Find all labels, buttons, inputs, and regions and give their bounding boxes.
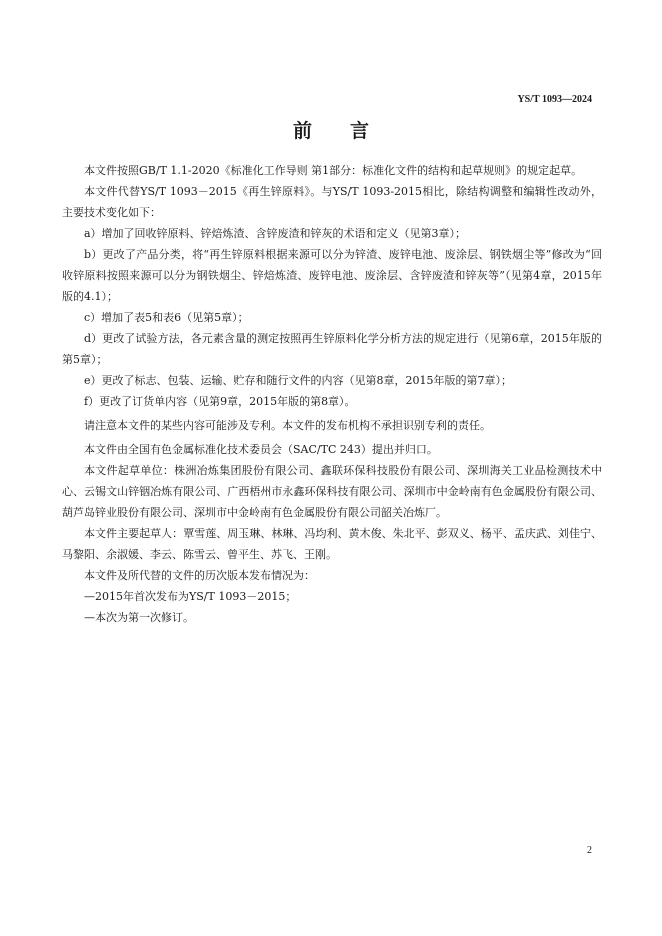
change-item-a: a）增加了回收锌原料、锌焙炼渣、含锌废渣和锌灰的术语和定义（见第3章）；: [84, 227, 467, 240]
patent-notice: 请注意本文件的某些内容可能涉及专利。本文件的发布机构不承担识别专利的责任。: [84, 419, 491, 432]
drafters: 本文件主要起草人：覃雪莲、周玉琳、林琳、冯均利、黄木俊、朱北平、彭双义、杨平、孟庆武、刘佳宁、马黎阳、余淑媛、李云、陈雪云、曾平生、苏飞、王刚。: [62, 527, 602, 561]
page-title: 前 言: [292, 120, 369, 142]
page-number: 2: [587, 845, 592, 856]
document-code: YS/T 1093—2024: [517, 94, 592, 105]
history-item-current: —本次为第一次修订。: [84, 611, 194, 624]
paragraph-drafting-rules: 本文件按照GB/T 1.1-2020《标准化工作导则 第1部分：标准化文件的结构和起草规则》的规定起草。: [84, 164, 583, 177]
history-intro: 本文件及所代替的文件的历次版本发布情况为：: [84, 569, 315, 582]
proposer-paragraph: 本文件由全国有色金属标准化技术委员会（SAC/TC 243）提出并归口。: [84, 443, 438, 456]
change-item-f: f）更改了订货单内容（见第9章，2015年版的第8章）。: [84, 395, 356, 408]
history-item-2015: —2015年首次发布为YS/T 1093－2015；: [84, 590, 297, 603]
paragraph-replacement: 本文件代替YS/T 1093－2015《再生锌原料》。与YS/T 1093-2015相比，除结构调整和编辑性改动外，主要技术变化如下：: [62, 185, 602, 219]
drafting-units: 本文件起草单位：株洲冶炼集团股份有限公司、鑫联环保科技股份有限公司、深圳海关工业品检测技术中心、云锡文山锌铟冶炼有限公司、广西梧州市永鑫环保科技有限公司、深圳市中金岭南有色金属股份有限公司、葫芦岛锌业股份有限公司、深圳市中金岭南有色金属股份有限公司韶关冶炼厂。: [62, 464, 602, 519]
change-item-e: e）更改了标志、包装、运输、贮存和随行文件的内容（见第8章，2015年版的第7章）；: [84, 374, 512, 387]
change-item-c: c）增加了表5和表6（见第5章）；: [84, 311, 249, 324]
foreword-body: [62, 160, 602, 628]
change-item-b: b）更改了产品分类，将“再生锌原料根据来源可以分为锌渣、废锌电池、废涂层、钢铁烟尘等”修改为“回收锌原料按照来源可以分为钢铁烟尘、锌焙炼渣、废锌电池、废涂层、含锌废渣和锌灰等”（见第4章，2015年版的4.1）；: [62, 248, 602, 303]
change-item-d: d）更改了试验方法，各元素含量的测定按照再生锌原料化学分析方法的规定进行（见第6章，2015年版的第5章）；: [62, 332, 602, 366]
